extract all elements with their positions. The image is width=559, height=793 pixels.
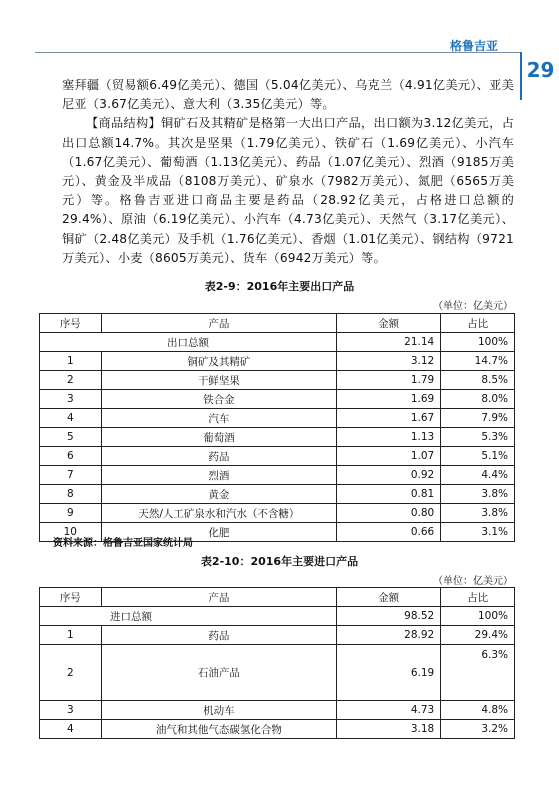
running-header-country: 格鲁吉亚 (450, 39, 499, 53)
row-product: 天然/人工矿泉水和汽水（不含糖） (101, 504, 336, 523)
row-no: 8 (40, 485, 102, 504)
row-product: 铜矿及其精矿 (101, 352, 336, 371)
row-amount: 0.81 (337, 485, 441, 504)
col-header-amount: 金额 (337, 314, 441, 333)
data-source-note: 资料来源：格鲁吉亚国家统计局 (53, 538, 193, 549)
row-product: 铁合金 (101, 390, 336, 409)
col-header-product: 产品 (101, 314, 336, 333)
table-row (40, 428, 515, 447)
row-product: 葡萄酒 (101, 428, 336, 447)
row-no: 5 (40, 428, 102, 447)
row-amount: 3.12 (337, 352, 441, 371)
paragraph-trade-partners: 塞拜疆（贸易额6.49亿美元）、德国（5.04亿美元）、乌克兰（4.91亿美元）、亚美尼亚（3.67亿美元）、意大利（3.35亿美元）等。 (62, 78, 514, 112)
row-amount: 6.19 (337, 645, 441, 701)
row-product: 化肥 (101, 523, 336, 542)
row-amount: 3.18 (337, 720, 441, 739)
table-import-caption: 表2-10：2016年主要进口产品 (200, 555, 359, 568)
table-row (40, 701, 515, 720)
row-share: 3.8% (441, 504, 515, 523)
row-share: 8.0% (441, 390, 515, 409)
table-header-row (40, 588, 515, 607)
row-no: 10 (40, 523, 102, 542)
table-import-unit: （单位：亿美元） (433, 576, 513, 587)
row-product: 油气和其他气态碳氢化合物 (101, 720, 336, 739)
row-product: 药品 (101, 626, 336, 645)
table-row (40, 720, 515, 739)
row-share: 6.3% (441, 645, 515, 701)
row-amount: 1.69 (337, 390, 441, 409)
row-no: 7 (40, 466, 102, 485)
total-amount: 98.52 (337, 607, 441, 626)
row-product: 石油产品 (101, 645, 336, 701)
table-row (40, 409, 515, 428)
row-share: 29.4% (441, 626, 515, 645)
row-amount: 0.66 (337, 523, 441, 542)
col-header-no: 序号 (40, 588, 102, 607)
total-label: 进口总额 (40, 607, 337, 626)
row-product: 汽车 (101, 409, 336, 428)
table-row (40, 447, 515, 466)
row-product: 烈酒 (101, 466, 336, 485)
table-total-row (40, 607, 515, 626)
row-amount: 1.79 (337, 371, 441, 390)
table-header-row (40, 314, 515, 333)
row-no: 9 (40, 504, 102, 523)
import-products-table (39, 587, 515, 739)
total-amount: 21.14 (337, 333, 441, 352)
row-product: 机动车 (101, 701, 336, 720)
row-amount: 4.73 (337, 701, 441, 720)
table-row (40, 390, 515, 409)
row-no: 4 (40, 720, 102, 739)
row-share: 8.5% (441, 371, 515, 390)
row-amount: 1.13 (337, 428, 441, 447)
table-row (40, 371, 515, 390)
row-amount: 1.67 (337, 409, 441, 428)
row-no: 2 (40, 645, 102, 701)
table-export-caption: 表2-9：2016年主要出口产品 (204, 280, 355, 293)
row-product: 干鲜坚果 (101, 371, 336, 390)
row-no: 1 (40, 626, 102, 645)
row-no: 3 (40, 390, 102, 409)
row-share: 5.3% (441, 428, 515, 447)
row-share: 3.2% (441, 720, 515, 739)
table-row (40, 352, 515, 371)
total-share: 100% (441, 607, 515, 626)
row-share: 3.1% (441, 523, 515, 542)
col-header-product: 产品 (101, 588, 336, 607)
row-share: 14.7% (441, 352, 515, 371)
total-label: 出口总额 (40, 333, 337, 352)
table-export-unit: （单位：亿美元） (433, 301, 513, 312)
row-no: 4 (40, 409, 102, 428)
table-row (40, 626, 515, 645)
table-row (40, 645, 515, 701)
paragraph-commodity-structure: 【商品结构】铜矿石及其精矿是格第一大出口产品，出口额为3.12亿美元，占出口总额14.7%。其次是坚果（1.79亿美元）、铁矿石（1.69亿美元）、小汽车（1.67亿美元）、葡萄酒（1.13亿美元）、药品（1.07亿美元）、烈酒（9185万美元）、黄金及半成品（8108万美元）、矿泉水（7982万美元）、氮肥（6565万美元）等。格鲁吉亚进口商品主要是药品（28.92亿美元，占格进口总额的29.4%）、原油（6.19亿美元）、小汽车（4.73亿美元）、天然气（3.17亿美元）、铜矿（2.48亿美元）及手机（1.76亿美元）、香烟（1.01亿美元）、钢结构（9721万美元）、小麦（8605万美元）、货车（6942万美元）等。 (62, 116, 514, 265)
col-header-no: 序号 (40, 314, 102, 333)
export-products-table (39, 313, 515, 542)
row-no: 6 (40, 447, 102, 466)
row-share: 5.1% (441, 447, 515, 466)
row-product: 药品 (101, 447, 336, 466)
row-no: 2 (40, 371, 102, 390)
row-share: 3.8% (441, 485, 515, 504)
table-row (40, 485, 515, 504)
body-text (62, 76, 514, 268)
table-row (40, 466, 515, 485)
row-share: 4.4% (441, 466, 515, 485)
col-header-share: 占比 (441, 588, 515, 607)
row-amount: 0.80 (337, 504, 441, 523)
row-no: 1 (40, 352, 102, 371)
table-row (40, 504, 515, 523)
row-amount: 0.92 (337, 466, 441, 485)
row-share: 4.8% (441, 701, 515, 720)
col-header-share: 占比 (441, 314, 515, 333)
table-total-row (40, 333, 515, 352)
row-no: 3 (40, 701, 102, 720)
row-amount: 1.07 (337, 447, 441, 466)
row-amount: 28.92 (337, 626, 441, 645)
col-header-amount: 金额 (337, 588, 441, 607)
total-share: 100% (441, 333, 515, 352)
row-share: 7.9% (441, 409, 515, 428)
page-number: 29 (526, 58, 555, 82)
row-product: 黄金 (101, 485, 336, 504)
